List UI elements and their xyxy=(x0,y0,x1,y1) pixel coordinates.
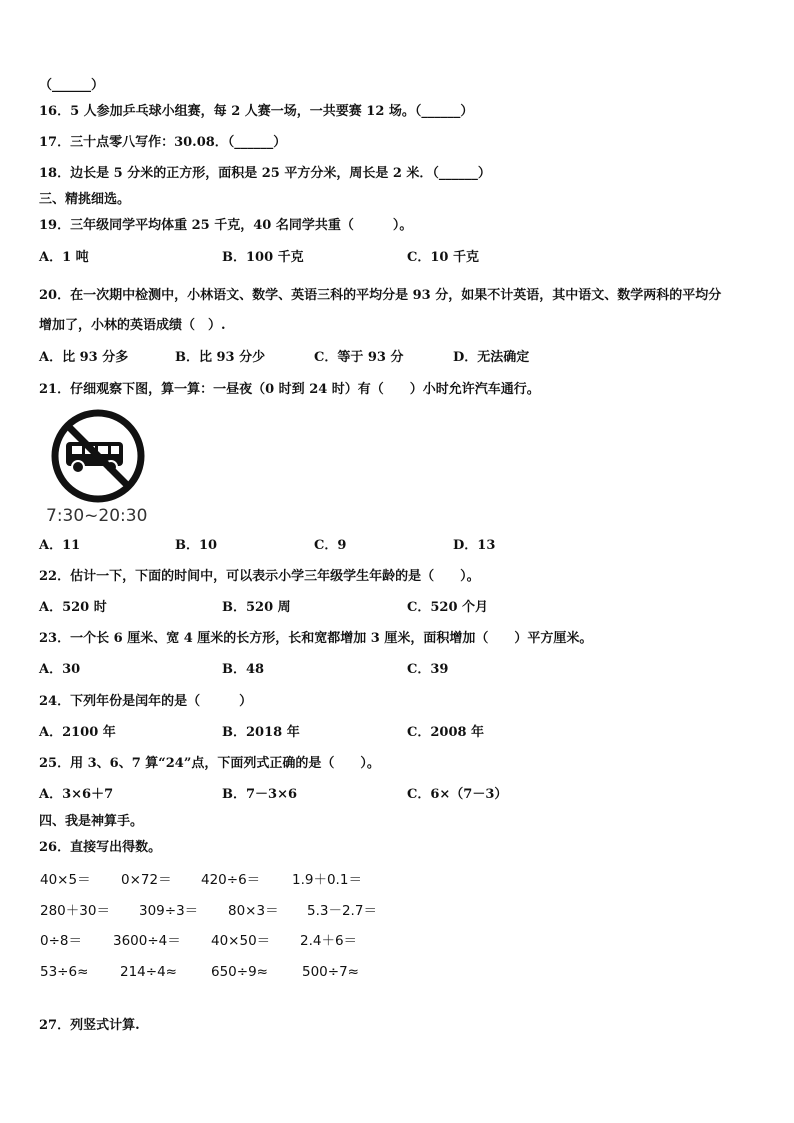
q24-option-c: C．2008 年 xyxy=(407,725,485,740)
question-20-line1: 20．在一次期中检测中，小林语文、数学、英语三科的平均分是 93 分，如果不计英语，其中语文、数学两科的平均分 xyxy=(39,288,722,303)
calc-item: 1.9＋0.1＝ xyxy=(292,872,362,888)
question-27: 27．列竖式计算. xyxy=(39,1018,140,1033)
q19-option-a: A．1 吨 xyxy=(39,250,89,265)
calc-item: 309÷3＝ xyxy=(139,903,199,919)
calc-item: 2.4＋6＝ xyxy=(300,933,358,949)
no-bus-icon xyxy=(48,406,148,506)
q25-option-a: A．3×6＋7 xyxy=(39,787,114,802)
question-26: 26．直接写出得数。 xyxy=(39,840,162,855)
q25-option-b: B．7－3×6 xyxy=(222,787,298,802)
question-25: 25．用 3、6、7 算“24”点，下面列式正确的是（ ）。 xyxy=(39,756,380,771)
question-24: 24．下列年份是闰年的是（ ） xyxy=(39,694,253,709)
q22-option-a: A．520 时 xyxy=(39,600,107,615)
previous-answer-blank: （______） xyxy=(39,78,105,93)
q20-option-a: A．比 93 分多 xyxy=(39,350,129,365)
q22-option-b: B．520 周 xyxy=(222,600,291,615)
q23-option-a: A．30 xyxy=(39,662,81,677)
q25-option-c: C．6×（7－3） xyxy=(407,787,508,802)
q21-option-a: A．11 xyxy=(39,538,81,553)
section-3-heading: 三、精挑细选。 xyxy=(39,192,131,207)
calc-item: 5.3－2.7＝ xyxy=(307,903,377,919)
calc-item: 80×3＝ xyxy=(228,903,279,919)
calc-item: 3600÷4＝ xyxy=(113,933,181,949)
calc-item: 280＋30＝ xyxy=(40,903,110,919)
q21-option-c: C．9 xyxy=(314,538,347,553)
question-18: 18．边长是 5 分米的正方形，面积是 25 平方分米，周长是 2 米．（______） xyxy=(39,166,491,181)
q24-option-a: A．2100 年 xyxy=(39,725,116,740)
sign-time-range: 7:30~20:30 xyxy=(46,506,148,526)
q20-option-b: B．比 93 分少 xyxy=(175,350,266,365)
q22-option-c: C．520 个月 xyxy=(407,600,489,615)
calc-item: 0×72＝ xyxy=(121,872,172,888)
calc-item: 650÷9≈ xyxy=(211,964,268,980)
q19-option-b: B．100 千克 xyxy=(222,250,304,265)
question-22: 22．估计一下，下面的时间中，可以表示小学三年级学生年龄的是（ ）。 xyxy=(39,569,480,584)
question-16: 16．5 人参加乒乓球小组赛，每 2 人赛一场，一共要赛 12 场。（______） xyxy=(39,104,474,119)
question-17: 17．三十点零八写作：30.08．（______） xyxy=(39,135,287,150)
calc-item: 214÷4≈ xyxy=(120,964,177,980)
question-20-line2: 增加了，小林的英语成绩（ ）. xyxy=(39,318,226,333)
question-23: 23．一个长 6 厘米、宽 4 厘米的长方形，长和宽都增加 3 厘米，面积增加（ ）平方厘米。 xyxy=(39,631,593,646)
question-21: 21．仔细观察下图，算一算：一昼夜（0 时到 24 时）有（ ）小时允许汽车通行。 xyxy=(39,382,540,397)
calc-item: 500÷7≈ xyxy=(302,964,359,980)
calc-item: 40×5＝ xyxy=(40,872,91,888)
q21-option-d: D．13 xyxy=(453,538,496,553)
q20-option-d: D．无法确定 xyxy=(453,350,530,365)
q19-option-c: C．10 千克 xyxy=(407,250,479,265)
q23-option-b: B．48 xyxy=(222,662,265,677)
q24-option-b: B．2018 年 xyxy=(222,725,300,740)
calc-item: 53÷6≈ xyxy=(40,964,89,980)
calc-item: 420÷6＝ xyxy=(201,872,261,888)
section-4-heading: 四、我是神算手。 xyxy=(39,814,144,829)
q23-option-c: C．39 xyxy=(407,662,449,677)
question-19: 19．三年级同学平均体重 25 千克，40 名同学共重（ ）。 xyxy=(39,218,413,233)
calc-item: 0÷8＝ xyxy=(40,933,82,949)
calc-item: 40×50＝ xyxy=(211,933,271,949)
q20-option-c: C．等于 93 分 xyxy=(314,350,404,365)
q21-option-b: B．10 xyxy=(175,538,218,553)
